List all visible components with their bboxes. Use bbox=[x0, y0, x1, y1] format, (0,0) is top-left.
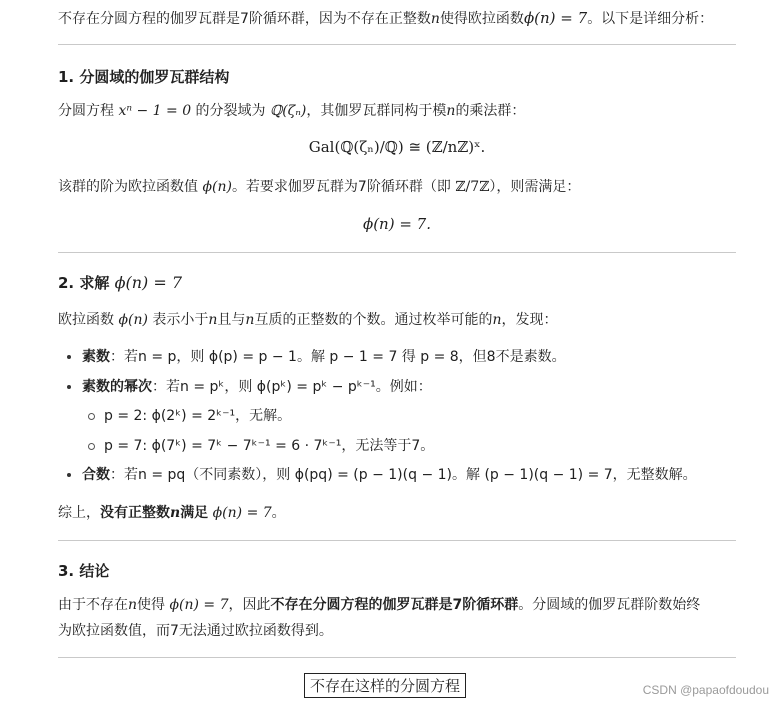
circle-bullet-icon bbox=[88, 443, 95, 450]
display-equation-galois: Gal(ℚ(ζₙ)/ℚ) ≅ (ℤ/nℤ)ˣ. bbox=[308, 138, 486, 156]
section-2-title-text: 2. 求解 bbox=[58, 274, 115, 292]
s3-var-n: n bbox=[128, 597, 138, 613]
section-2-title-math: ϕ(n) = 7 bbox=[114, 273, 183, 292]
s1p1-text-d: 的乘法群： bbox=[455, 103, 526, 119]
s2p1-n3: n bbox=[492, 312, 502, 328]
summary-bold: 没有正整数 bbox=[100, 505, 170, 521]
divider bbox=[58, 44, 736, 45]
section-1-paragraph-1 bbox=[58, 100, 525, 122]
summary-bold-2: 满足 bbox=[180, 505, 209, 521]
display-equation-phi: ϕ(n) = 7. bbox=[362, 215, 431, 233]
s2p1-text-c: 且与 bbox=[217, 312, 246, 328]
section-2-title bbox=[58, 272, 182, 293]
list-item-content bbox=[82, 464, 697, 486]
s2p1-n1: n bbox=[208, 312, 218, 328]
boxed-answer: 不存在这样的分圆方程 bbox=[304, 673, 466, 698]
watermark: CSDN @papaofdoudou bbox=[642, 683, 769, 697]
s2p1-n2: n bbox=[245, 312, 255, 328]
s1p2-text-a: 该群的阶为欧拉函数值 bbox=[58, 179, 203, 195]
s1p1-text-a: 分圆方程 bbox=[58, 103, 119, 119]
list-item-label: 素数 bbox=[82, 349, 110, 365]
s3-text-d: 。分圆域的伽罗瓦群阶数始终 bbox=[518, 597, 701, 613]
s1p1-text-b: 的分裂域为 bbox=[191, 103, 271, 119]
s2p1-text-a: 欧拉函数 bbox=[58, 312, 119, 328]
intro-phi-expr: ϕ(n) = 7 bbox=[523, 9, 588, 27]
list-item-content bbox=[82, 376, 432, 398]
s1p2-text-b: 。若要求伽罗瓦群为7阶循环群（即 bbox=[231, 179, 456, 195]
intro-text-c: 。以下是详细分析： bbox=[587, 11, 714, 27]
s2p1-text-d: 互质的正整数的个数。通过枚举可能的 bbox=[254, 312, 493, 328]
sub-list-item-text: p = 7: ϕ(7ᵏ) = 7ᵏ − 7ᵏ⁻¹ = 6 · 7ᵏ⁻¹，无法等于7。 bbox=[104, 438, 435, 454]
s1p1-equation: xⁿ − 1 = 0 bbox=[118, 103, 192, 119]
section-3-title: 3. 结论 bbox=[58, 562, 110, 580]
s3-text-b: 使得 bbox=[137, 597, 170, 613]
circle-bullet-icon bbox=[88, 413, 95, 420]
list-item-label: 合数 bbox=[82, 467, 110, 483]
list-item-text: ：若n = pᵏ，则 ϕ(pᵏ) = pᵏ − pᵏ⁻¹。例如： bbox=[152, 379, 432, 395]
s3-text-c: ，因此 bbox=[228, 597, 271, 613]
section-3-paragraph-line-2: 为欧拉函数值，而7无法通过欧拉函数得到。 bbox=[58, 623, 333, 639]
sub-list-item-text: p = 2: ϕ(2ᵏ) = 2ᵏ⁻¹，无解。 bbox=[104, 408, 292, 424]
s2p1-phi: ϕ(n) bbox=[118, 312, 148, 328]
divider bbox=[58, 657, 736, 658]
s3-math: ϕ(n) = 7 bbox=[169, 597, 229, 613]
section-2-summary bbox=[58, 502, 286, 524]
intro-text-b: 使得欧拉函数 bbox=[439, 11, 524, 27]
section-2-paragraph-1 bbox=[58, 309, 557, 331]
summary-text-a: 综上， bbox=[58, 505, 100, 521]
s1p2-z7: ℤ/7ℤ bbox=[455, 179, 490, 195]
divider bbox=[58, 252, 736, 253]
s3-bold: 不存在分圆方程的伽罗瓦群是7阶循环群 bbox=[270, 597, 519, 613]
s3-text-a: 由于不存在 bbox=[58, 597, 128, 613]
section-1-title: 1. 分圆域的伽罗瓦群结构 bbox=[58, 68, 230, 86]
section-3-paragraph-line-1 bbox=[58, 594, 700, 616]
list-item-label: 素数的幂次 bbox=[82, 379, 152, 395]
divider bbox=[58, 540, 736, 541]
summary-math: ϕ(n) = 7 bbox=[208, 505, 272, 521]
intro-var-n: n bbox=[430, 11, 440, 27]
bullet-icon bbox=[67, 385, 71, 389]
s1p2-phi: ϕ(n) bbox=[202, 179, 232, 195]
s2p1-text-e: ，发现： bbox=[501, 312, 558, 328]
intro-paragraph bbox=[58, 7, 713, 30]
list-item-text: ：若n = pq（不同素数），则 ϕ(pq) = (p − 1)(q − 1)。解 (p − 1)(q − 1) = 7，无整数解。 bbox=[110, 467, 697, 483]
bullet-icon bbox=[67, 473, 71, 477]
s1p1-text-c: ，其伽罗瓦群同构于模 bbox=[306, 103, 447, 119]
s2p1-text-b: 表示小于 bbox=[147, 312, 209, 328]
list-item-text: ：若n = p，则 ϕ(p) = p − 1。解 p − 1 = 7 得 p = 8，但8不是素数。 bbox=[110, 349, 566, 365]
section-1-paragraph-2 bbox=[58, 176, 580, 198]
list-item-content bbox=[82, 346, 566, 368]
summary-end: 。 bbox=[271, 505, 286, 521]
s1p2-text-c: ），则需满足： bbox=[489, 179, 581, 195]
summary-var-n: n bbox=[170, 505, 181, 521]
s1p1-var-n: n bbox=[446, 103, 456, 119]
intro-text: 不存在分圆方程的伽罗瓦群是7阶循环群，因为不存在正整数 bbox=[58, 11, 431, 27]
bullet-icon bbox=[67, 355, 71, 359]
s1p1-field: ℚ(ζₙ) bbox=[270, 103, 307, 119]
